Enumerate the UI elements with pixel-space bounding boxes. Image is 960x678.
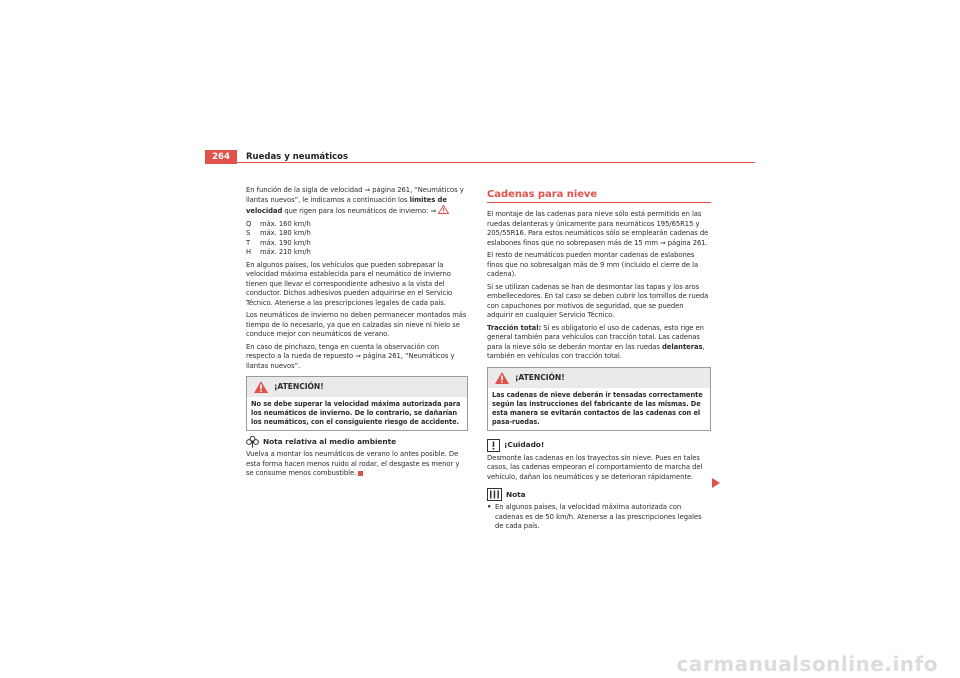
paragraph: Si se utilizan cadenas se han de desmontar las tapas y los aros embellecedores. En tal caso se deben cubrir los tornillos de rueda con capuchones por motivos de seguridad, que se pueden adquirir en cualquier Servicio Técnico. <box>487 282 709 319</box>
section-title: Cadenas para nieve <box>487 189 598 200</box>
paragraph: Los neumáticos de invierno no deben permanecer montados más tiempo de lo necesario, ya que en calzadas sin nieve ni hielo se conduce mejor con neumáticos de verano. <box>246 311 467 338</box>
paragraph: El resto de neumáticos pueden montar cadenas de eslabones finos que no sobresalgan más de 9 mm (incluido el cierre de la cadena). <box>487 251 699 278</box>
warning-text: No se debe superar la velocidad máxima autorizada para los neumáticos de invierno. De lo contrario, se dañarían los neumáticos, con el consiguiente riesgo de accidente. <box>251 400 461 426</box>
note-heading: Nota <box>487 488 711 501</box>
paragraph: En caso de pinchazo, tenga en cuenta la observación con respecto a la rueda de repuesto ⇒ página 261, “Neumáticos y llantas nuevos”. <box>246 342 455 370</box>
environment-note-text: Vuelva a montar los neumáticos de verano lo antes posible. De esta forma hacen menos ruido al rodar, el desgaste es menor y se consume menos combustible. <box>246 450 460 477</box>
warning-box <box>487 367 711 431</box>
list-item: H máx. 210 km/h <box>246 248 311 256</box>
list-item: Q máx. 160 km/h <box>246 219 311 228</box>
environment-flower-icon <box>246 436 259 448</box>
list-item: S máx. 180 km/h <box>246 229 311 237</box>
caution-exclamation-icon <box>487 439 500 452</box>
warning-text: Las cadenas de nieve deberán ir tensadas correctamente según las instrucciones del fabricante de las mismas. De esta manera se evitarán contactos de las cadenas con el pasa-ruedas. <box>492 390 703 426</box>
environment-note-heading: Nota relativa al medio ambiente <box>246 436 468 448</box>
paragraph: El montaje de las cadenas para nieve sólo está permitido en las ruedas delanteras y únicamente para neumáticos 195/65R15 y 205/55R16. Para estos neumáticos sólo se emplearán cadenas de eslabones finos que no sobrepasen más de 15 mm ⇒ página 261. <box>487 210 709 247</box>
right-column <box>487 188 711 532</box>
continue-arrow-icon <box>712 478 720 488</box>
warning-icon <box>253 380 269 394</box>
section-title-rule <box>487 202 711 203</box>
watermark: carmanualsonline.info <box>676 652 938 676</box>
page-number: 264 <box>205 150 237 164</box>
list-item: T máx. 190 km/h <box>246 238 311 247</box>
caution-text: Desmonte las cadenas en los trayectos sin nieve. Pues en tales casos, las cadenas empeoran el comportamiento de marcha del vehículo, dañan los neumáticos y se deterioran rápidamente. <box>487 453 703 481</box>
left-column <box>246 186 468 482</box>
header-rule <box>205 162 755 163</box>
speed-limit-list <box>246 220 468 258</box>
warning-triangle-icon <box>438 205 449 214</box>
section-end-icon <box>358 471 363 476</box>
paragraph: Tracción total: Si es obligatorio el uso de cadenas, esto rige en general también para vehículos con tracción total. Las cadenas para la nieve sólo se deberán montar en las ruedas delanteras, también en vehículos con tracción total. <box>487 323 705 360</box>
warning-box <box>246 376 468 431</box>
note-info-icon <box>487 488 502 501</box>
caution-heading: ¡Cuidado! <box>487 439 711 452</box>
warning-title: ¡ATENCIÓN! <box>274 382 324 392</box>
bullet-icon: • <box>487 503 492 511</box>
list-item: • En algunos países, la velocidad máxima autorizada con cadenas es de 50 km/h. Atenerse a las prescripciones legales de cada país. <box>487 503 702 530</box>
speed-intro: En función de la sigla de velocidad ⇒ página 261, “Neumáticos y llantas nuevos”, le indicamos a continuación los límites de velocidad que rigen para los neumáticos de invierno: ⇒ <box>246 186 464 215</box>
chapter-title: Ruedas y neumáticos <box>246 152 349 162</box>
paragraph: En algunos países, los vehículos que pueden sobrepasar la velocidad máxima establecida para el neumático de invierno tienen que llevar el correspondiente adhesivo a la vista del conductor. Dichos adhesivos pueden adquirirse en el Servicio Técnico. Atenerse a las prescripciones legales de cada país. <box>246 260 453 307</box>
warning-title: ¡ATENCIÓN! <box>515 372 565 382</box>
warning-icon <box>494 371 510 385</box>
